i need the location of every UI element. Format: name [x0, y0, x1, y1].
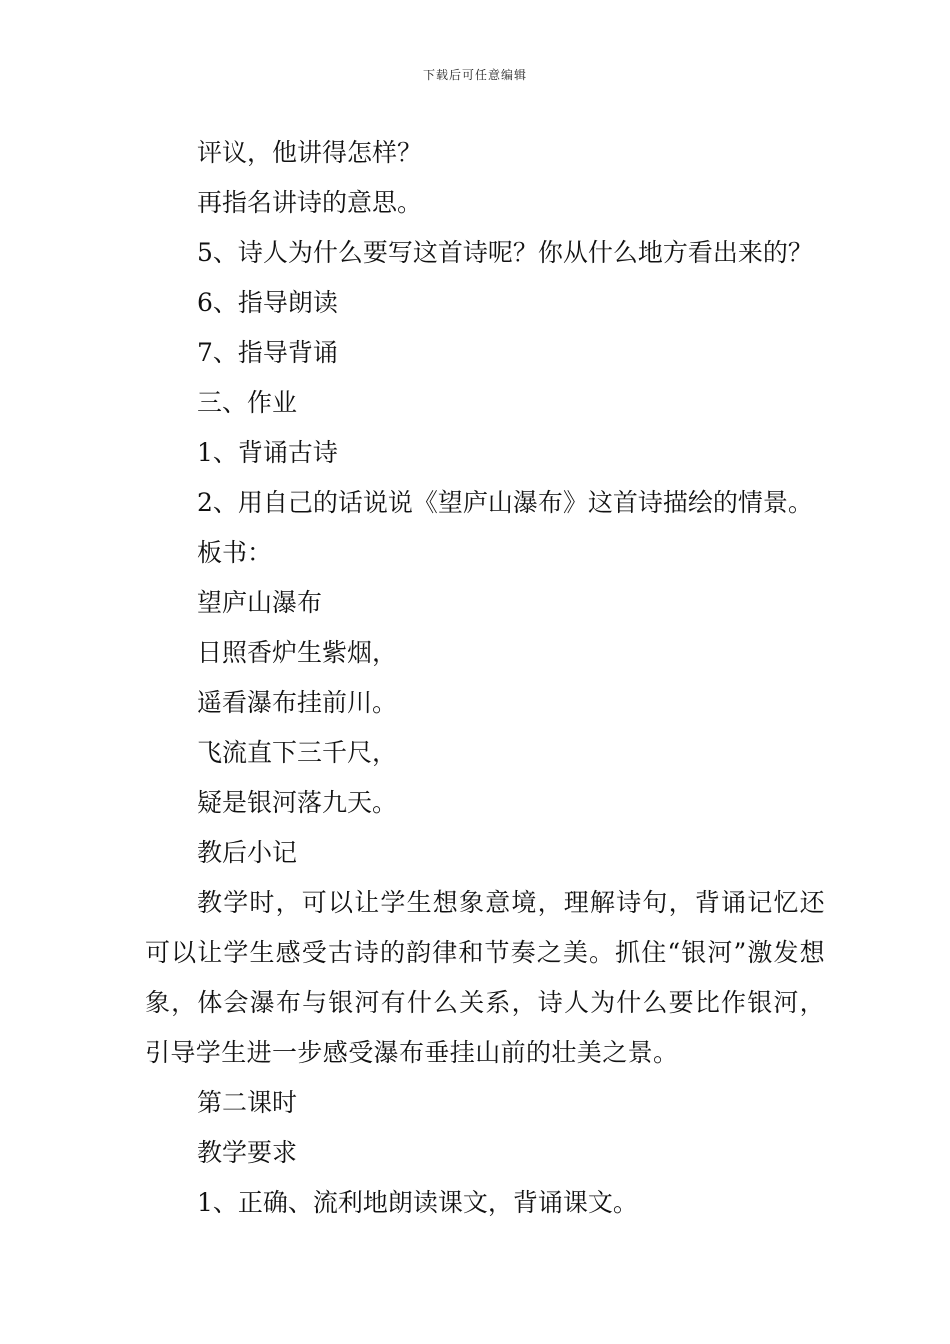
section-heading: 教学要求 — [197, 1138, 298, 1167]
text-line: 1、正确、流利地朗读课文，背诵课文。 — [197, 1188, 638, 1217]
text-line: 5、诗人为什么要写这首诗呢？你从什么地方看出来的？ — [197, 238, 813, 267]
blackboard-label: 板书： — [197, 538, 273, 567]
text-line: 2、用自己的话说说《望庐山瀑布》这首诗描绘的情景。 — [197, 488, 813, 517]
section-heading: 第二课时 — [197, 1088, 298, 1117]
poem-line: 遥看瀑布挂前川。 — [197, 688, 398, 717]
reflection-paragraph: 教学时，可以让学生想象意境，理解诗句，背诵记忆还可以让学生感受古诗的韵律和节奏之美。抓住“银河”激发想象，体会瀑布与银河有什么关系，诗人为什么要比作银河，引导学生进一步感受瀑布垂挂山前的壮美之景。 — [145, 888, 825, 1067]
section-heading: 教后小记 — [197, 838, 298, 867]
text-line: 7、指导背诵 — [197, 338, 338, 367]
section-heading: 三、作业 — [197, 388, 298, 417]
text-line: 评议，他讲得怎样？ — [197, 138, 423, 167]
document-body — [145, 128, 825, 1228]
text-line: 1、背诵古诗 — [197, 438, 338, 467]
poem-line: 疑是银河落九天。 — [197, 788, 398, 817]
poem-line: 日照香炉生紫烟， — [197, 638, 398, 667]
text-line: 再指名讲诗的意思。 — [197, 188, 423, 217]
text-line: 6、指导朗读 — [197, 288, 338, 317]
page-header: 下载后可任意编辑 — [422, 68, 527, 82]
poem-title: 望庐山瀑布 — [197, 588, 323, 617]
poem-line: 飞流直下三千尺， — [197, 738, 398, 767]
